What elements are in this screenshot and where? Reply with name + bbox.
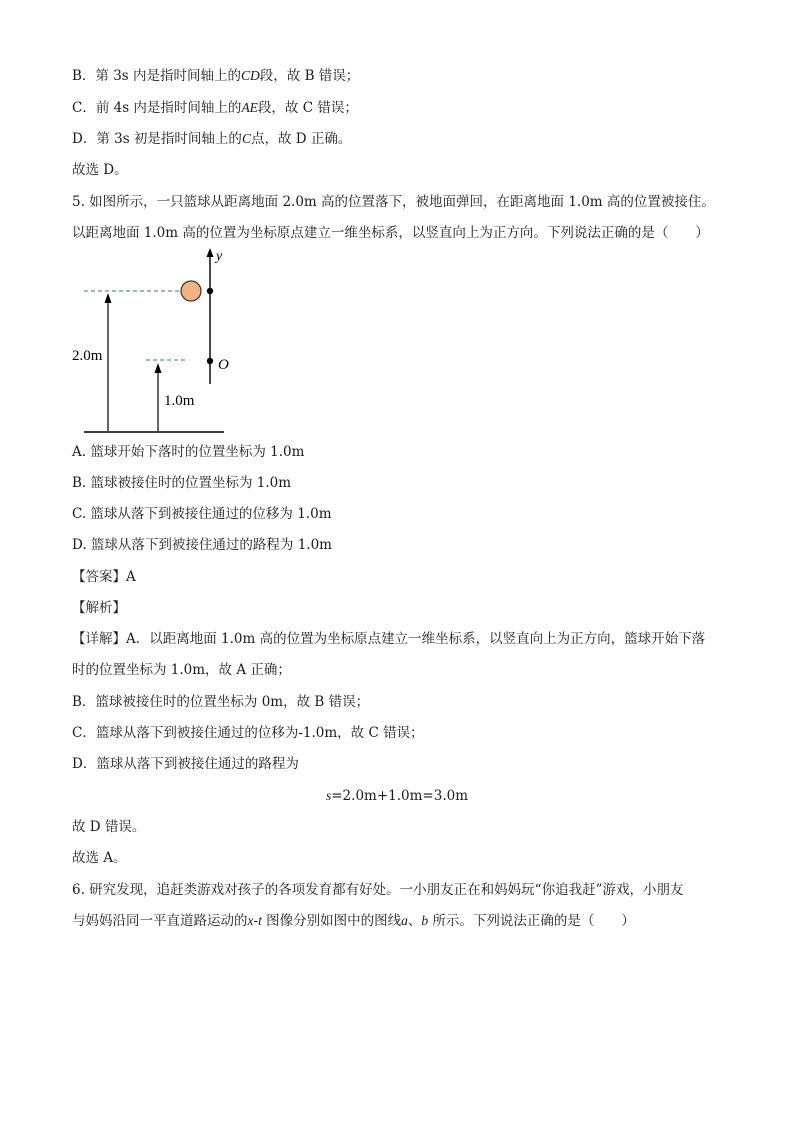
option-d: D. 篮球从落下到被接住通过的路程为 1.0m [72, 537, 332, 553]
question-5-stem: 5. 如图所示，一只篮球从距离地面 2.0m 高的位置落下，被地面弹回，在距离地面 1.0m 高的位置被接住。 [72, 194, 715, 210]
formula [0, 786, 794, 806]
detail-line: 时的位置坐标为 1.0m，故 A 正确； [72, 662, 291, 678]
basketball-diagram [68, 246, 248, 436]
y-axis-arrow [207, 248, 214, 257]
option-c: C. 篮球从落下到被接住通过的位移为 1.0m [72, 506, 332, 522]
text-line: C．前 4s 内是指时间轴上的AE段，故 C 错误； [72, 100, 358, 116]
origin-point [207, 358, 213, 364]
height-arrow-1m-head [155, 363, 162, 373]
var-t: t [258, 913, 262, 928]
basketball [181, 281, 201, 301]
y-axis-label: y [216, 249, 223, 264]
var-ae: AE [241, 100, 258, 115]
var-c: C [241, 131, 251, 146]
option-b: B. 篮球被接住时的位置坐标为 1.0m [72, 475, 292, 491]
var-b: b [421, 913, 429, 928]
text-line: D．第 3s 初是指时间轴上的C点，故 D 正确。 [72, 131, 352, 147]
origin-label: O [218, 357, 229, 373]
text-line: 故选 D。 [72, 162, 128, 178]
var-a: a [401, 913, 408, 928]
answer-label: 【答案】A [72, 569, 136, 585]
question-6-stem: 与妈妈沿同一平直道路运动的x-t 图像分别如图中的图线a、b 所示。下列说法正确的是（ ） [72, 913, 635, 929]
label-1m: 1.0m [164, 393, 195, 409]
height-arrow-2m-head [105, 293, 112, 303]
question-5-stem: 以距离地面 1.0m 高的位置为坐标原点建立一维坐标系，以竖直向上为正方向。下列说法正确的是（ ） [72, 225, 709, 241]
text-line: B．第 3s 内是指时间轴上的CD段，故 B 错误； [72, 68, 360, 84]
detail-line: 故选 A。 [72, 850, 127, 866]
var-x: x [247, 913, 254, 928]
detail-line: 故 D 错误。 [72, 819, 146, 835]
detail-line: 【详解】A．以距离地面 1.0m 高的位置为坐标原点建立一维坐标系，以竖直向上为正方向，篮球开始下落 [72, 631, 706, 647]
analysis-label: 【解析】 [72, 600, 126, 616]
question-6-stem: 6. 研究发现，追赶类游戏对孩子的各项发育都有好处。一小朋友正在和妈妈玩“你追我赶”游戏，小朋友 [72, 882, 684, 898]
formula-body: =2.0m+1.0m=3.0m [331, 788, 468, 804]
detail-line: C．篮球从落下到被接住通过的位移为-1.0m，故 C 错误； [72, 725, 424, 741]
formula-var-s: s [325, 788, 332, 803]
detail-line: B．篮球被接住时的位置坐标为 0m，故 B 错误； [72, 694, 370, 710]
start-point [207, 288, 213, 294]
option-a: A. 篮球开始下落时的位置坐标为 1.0m [72, 444, 305, 460]
label-2m: 2.0m [72, 348, 103, 364]
detail-line: D．篮球从落下到被接住通过的路程为 [72, 756, 299, 772]
var-cd: CD [241, 68, 260, 83]
